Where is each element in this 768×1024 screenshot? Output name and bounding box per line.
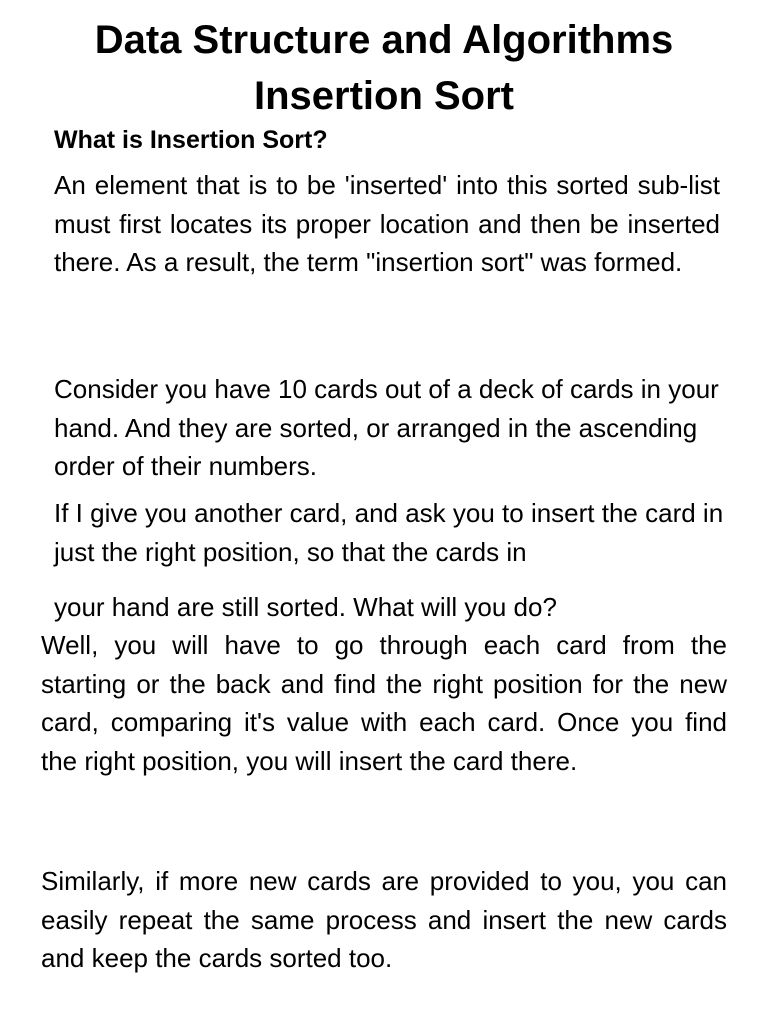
paragraph-new-card: If I give you another card, and ask you to insert the card in just the right position, so that the cards in	[54, 498, 724, 567]
paragraph-procedure: Well, you will have to go through each card from the starting or the back and find the right position for the new card, comparing it's value with each card. Once you find the right position, you will insert the card there.	[41, 630, 727, 776]
paragraph-cards-example: Consider you have 10 cards out of a deck of cards in your hand. And they are sorted, or arranged in the ascending order of their numbers.	[54, 374, 719, 481]
page-title: Data Structure and Algorithms	[94, 18, 674, 62]
paragraph-question: your hand are still sorted. What will you do?	[54, 592, 557, 622]
page-subtitle: Insertion Sort	[253, 74, 515, 118]
paragraph-definition: An element that is to be 'inserted' into this sorted sub-list must first locates its proper location and then be inserted there. As a result, the term "insertion sort" was formed.	[54, 170, 720, 277]
paragraph-conclusion: Similarly, if more new cards are provided to you, you can easily repeat the same process and insert the new cards and keep the cards sorted too.	[41, 866, 727, 973]
section-heading: What is Insertion Sort?	[54, 126, 328, 154]
